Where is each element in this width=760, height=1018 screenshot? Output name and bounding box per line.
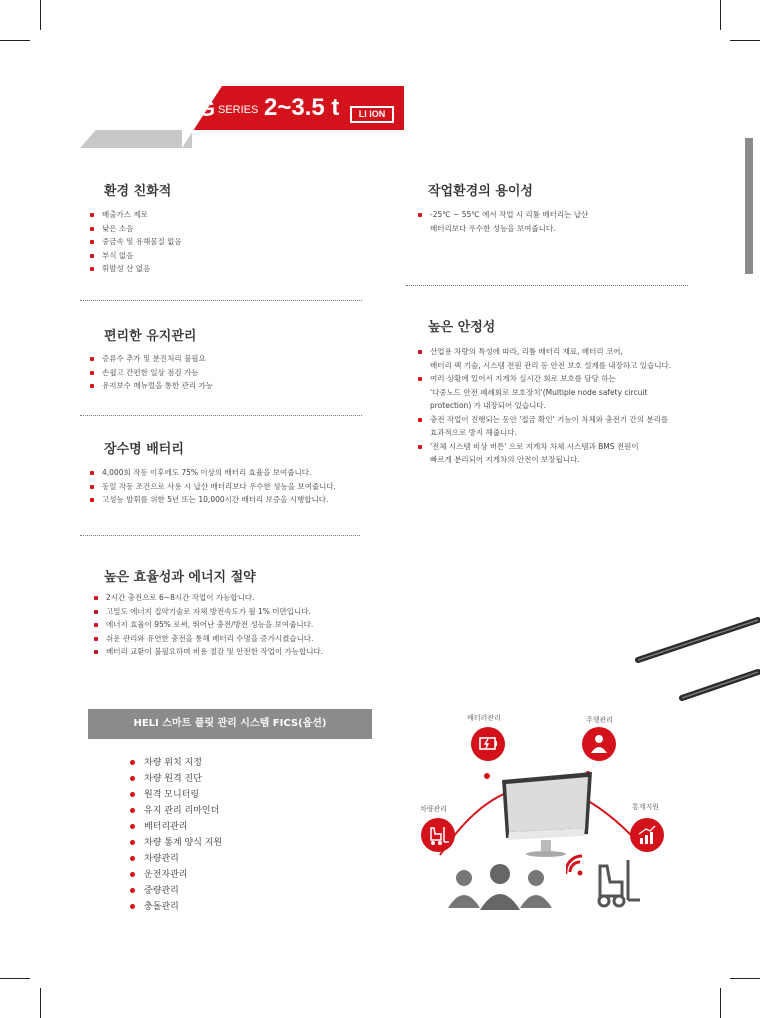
list-item: 손쉽고 간편한 일상 점검 가능 xyxy=(90,366,213,380)
list-item: 배출가스 제로 xyxy=(90,208,182,222)
list-item: 고성능 발휘를 위한 5년 또는 10,000시간 배터리 보증을 시행합니다. xyxy=(90,493,336,507)
stability-list xyxy=(418,345,671,467)
divider xyxy=(406,285,688,286)
list-item: 동일 작동 조건으로 사용 시 납산 배터리보다 우수한 성능을 보여줍니다. xyxy=(90,480,336,494)
list-item: 중금속 및 유해물질 없음 xyxy=(90,235,182,249)
pen-icon xyxy=(630,612,760,702)
list-item: 충돌관리 xyxy=(130,899,222,915)
driver-icon xyxy=(582,727,616,761)
monitor-icon xyxy=(496,770,596,860)
battery-list xyxy=(90,466,336,507)
list-item: 산업용 차량의 특성에 따라, 리튬 배터리 재료, 배터리 코어, 배터리 팩 기술, 시스템 전원 관리 등 안전 보호 설계를 내장하고 있습니다. xyxy=(418,345,671,372)
people-icon xyxy=(444,862,556,910)
list-item: 배터리 교환이 불필요하며 비용 절감 및 안전한 작업이 가능합니다. xyxy=(94,645,323,659)
list-item: 차량 위치 지정 xyxy=(130,755,222,771)
crop-mark xyxy=(730,40,760,41)
list-item: 휘발성 산 없음 xyxy=(90,262,182,276)
section-title-maintenance: 편리한 유지관리 xyxy=(104,329,197,344)
section-title-battery: 장수명 배터리 xyxy=(104,442,184,457)
section-title-work-env: 작업환경의 용이성 xyxy=(428,184,533,199)
li-ion-badge: LI ION xyxy=(350,106,394,123)
fics-list xyxy=(130,755,222,915)
list-item: 낮은 소음 xyxy=(90,222,182,236)
banner-shadow xyxy=(80,130,192,148)
list-item: 여러 상황에 있어서 지게차 실시간 회로 보호를 담당 하는 '다중노드 안전 폐쇄회로 보호장치'(Multiple node safety circuit protection) 가 내장되어 있습니다. xyxy=(418,372,671,413)
section-title-efficiency: 높은 효율성과 에너지 절약 xyxy=(104,570,256,585)
crop-mark xyxy=(0,40,30,41)
section-title-eco: 환경 친화적 xyxy=(104,184,172,199)
list-item: 고밀도 에너지 집약기술로 자체 방전속도가 월 1% 미만입니다. xyxy=(94,605,323,619)
list-item: 에너지 효율이 95% 로써, 뛰어난 충전/방전 성능을 보여줍니다. xyxy=(94,618,323,632)
banner-range: 2~3.5 t xyxy=(264,94,340,121)
crop-mark xyxy=(40,0,41,30)
list-item: 4,000회 작동 이후에도 75% 이상의 배터리 효율을 보여줍니다. xyxy=(90,466,336,480)
banner-letter: G xyxy=(198,96,216,121)
list-item: 증류수 추가 및 분진처리 불필요 xyxy=(90,352,213,366)
diagram-label-driving: 주행관리 xyxy=(586,716,614,724)
side-tab xyxy=(745,138,753,274)
list-item: 쉬운 관리와 유연한 충전을 통해 배터리 수명을 증가시켰습니다. xyxy=(94,632,323,646)
efficiency-list xyxy=(94,591,323,659)
list-item: 차량 원격 진단 xyxy=(130,771,222,787)
section-title-stability: 높은 안정성 xyxy=(428,320,496,335)
diagram-label-vehicle: 차량관리 xyxy=(420,805,448,813)
fics-title-bar: HELI 스마트 플릿 관리 시스템 FICS(옵션) xyxy=(88,709,372,739)
list-item: 2시간 충전으로 6~8시간 작업이 가능합니다. xyxy=(94,591,323,605)
crop-mark xyxy=(0,978,30,979)
eco-list xyxy=(90,208,182,276)
crop-mark xyxy=(730,978,760,979)
list-item: 원격 모니터링 xyxy=(130,787,222,803)
crop-mark xyxy=(720,0,721,30)
forklift-icon xyxy=(421,818,455,852)
crop-mark xyxy=(40,988,41,1018)
bar-chart-icon xyxy=(630,818,664,852)
list-item: 부식 없음 xyxy=(90,249,182,263)
diagram-label-battery: 배터리관리 xyxy=(467,714,501,722)
list-item: 차량 통계 양식 지원 xyxy=(130,835,222,851)
battery-icon xyxy=(471,727,505,761)
list-item: 유지 관리 리마인더 xyxy=(130,803,222,819)
work-env-list xyxy=(418,208,588,235)
crop-mark xyxy=(720,988,721,1018)
divider xyxy=(80,415,362,416)
maintenance-list xyxy=(90,352,213,393)
list-item: 배터리관리 xyxy=(130,819,222,835)
banner-series: SERIES xyxy=(218,104,259,116)
list-item: 중량관리 xyxy=(130,883,222,899)
list-item: -25℃ ~ 55℃ 에서 작업 시 리튬 배터리는 납산 배터리보다 우수한 성능을 보여줍니다. xyxy=(418,208,588,235)
list-item: 유지보수 매뉴얼을 통한 관리 가능 xyxy=(90,379,213,393)
diagram-label-stats: 통계지원 xyxy=(632,803,660,811)
divider xyxy=(80,300,362,301)
list-item: 차량관리 xyxy=(130,851,222,867)
list-item: 운전자관리 xyxy=(130,867,222,883)
list-item: '전체 시스템 비상 버튼' 으로 지게차 차체 시스템과 BMS 전원이 빠르게 분리되어 지게차의 안전이 보장됩니다. xyxy=(418,440,671,467)
wireless-forklift-icon xyxy=(566,852,642,910)
list-item: 충전 작업이 진행되는 동안 '접금 확인' 기능이 차체와 충전기 간의 분리를 효과적으로 방지 해줍니다. xyxy=(418,413,671,440)
divider xyxy=(80,535,360,536)
